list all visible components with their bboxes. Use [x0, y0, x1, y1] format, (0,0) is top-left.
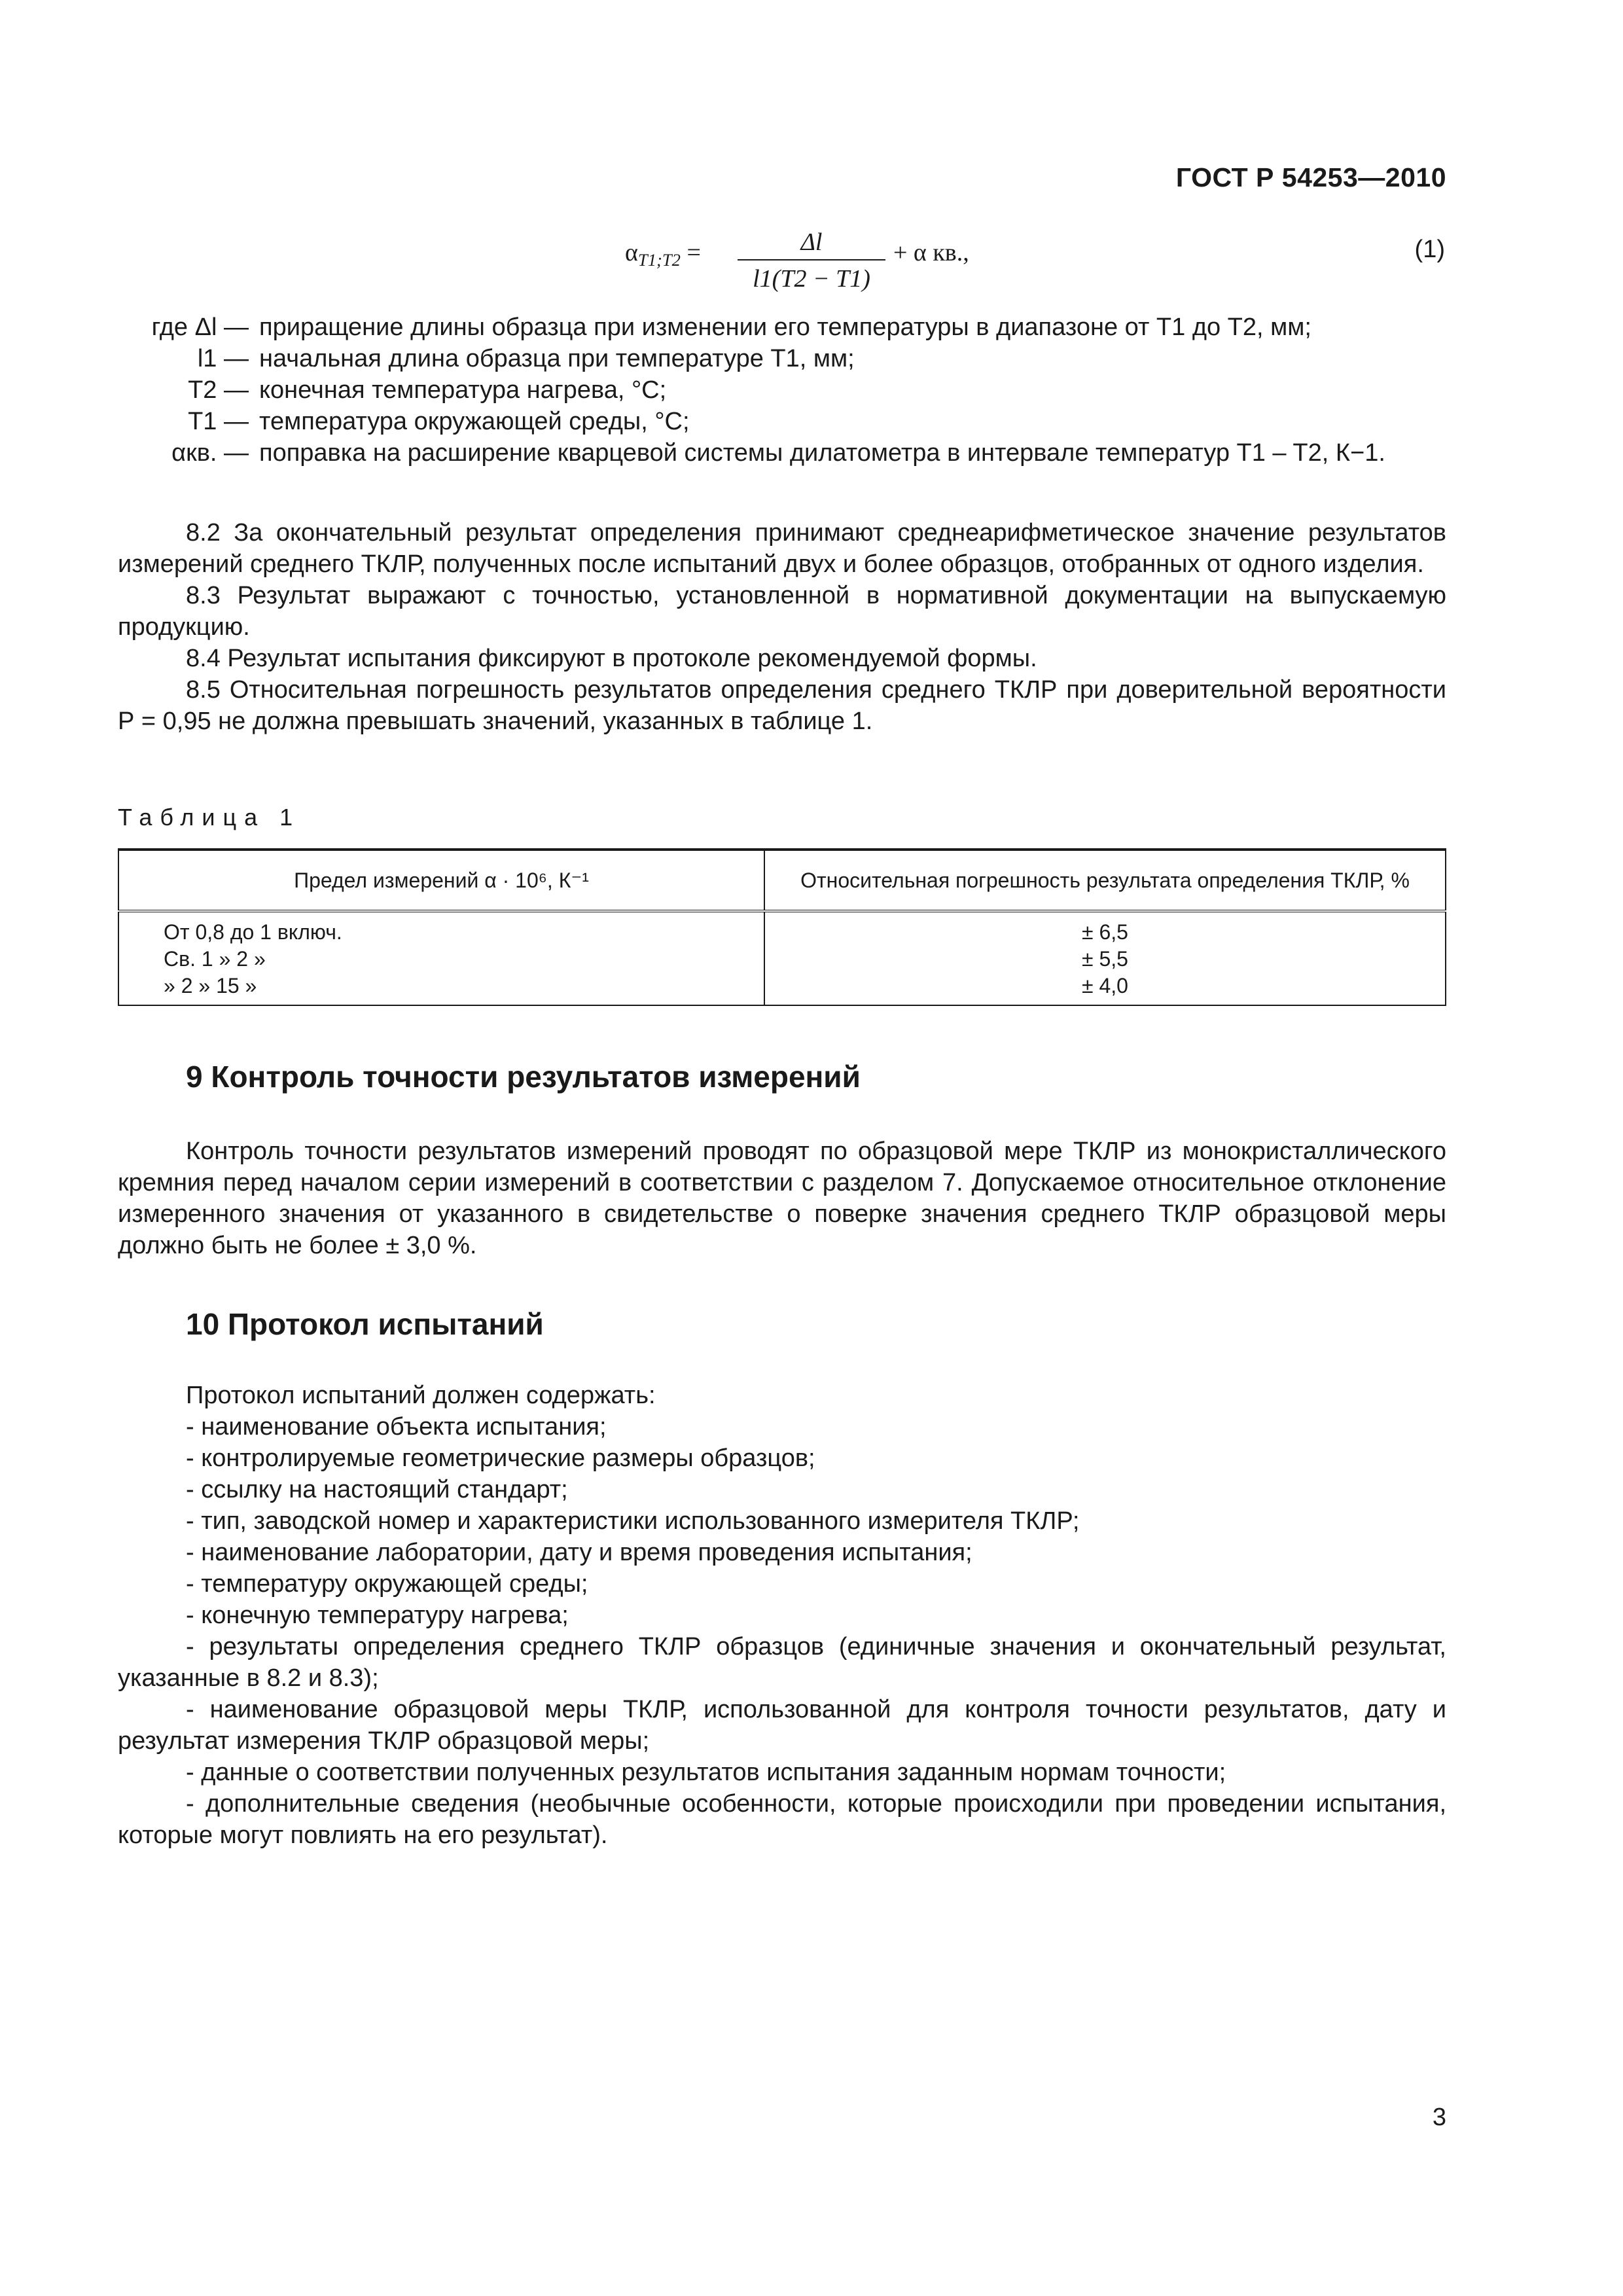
definition-symbol: αкв. —	[171, 439, 249, 467]
formula-denominator: l1(T2 − T1)	[753, 265, 870, 293]
table-header-row	[118, 850, 1446, 911]
section-10-body	[118, 1380, 1446, 1851]
list-item: - температуру окружающей среды;	[186, 1570, 588, 1598]
formula	[625, 228, 1083, 300]
definition-text: конечная температура нагрева, °С;	[259, 376, 667, 404]
definition-symbol: где Δl —	[151, 314, 249, 341]
table-cell-ranges	[118, 911, 764, 1005]
table-header-error: Относительная погрешность результата определения ТКЛР, %	[764, 850, 1446, 911]
section-9-body	[118, 1136, 1446, 1261]
accuracy-table	[118, 848, 1446, 1006]
document-id: ГОСТ Р 54253—2010	[1175, 162, 1446, 192]
definition-symbol: T2 —	[188, 376, 249, 404]
list-item: - наименование образцовой меры ТКЛР, использованной для контроля точности результатов, дату и результат измерения ТКЛР образцовой меры;	[118, 1696, 1446, 1755]
list-item: - тип, заводской номер и характеристики использованного измерителя ТКЛР;	[186, 1507, 1080, 1535]
formula-fraction	[738, 228, 885, 293]
list-item: - наименование объекта испытания;	[186, 1413, 607, 1441]
list-item: - ссылку на настоящий стандарт;	[186, 1476, 568, 1503]
paragraph-8-2: 8.2 За окончательный результат определения принимают среднеарифметическое значение результатов измерений среднего ТКЛР, полученных после испытаний двух и более образцов, отобранных от одного изделия.	[118, 519, 1446, 578]
list-item: - результаты определения среднего ТКЛР образцов (единичные значения и окончательный результат, указанные в 8.2 и 8.3);	[118, 1633, 1446, 1692]
list-item: - контролируемые геометрические размеры образцов;	[186, 1444, 815, 1472]
error-value: ± 6,5	[1082, 920, 1128, 944]
definition-item	[118, 406, 1446, 437]
range-value: От 0,8 до 1 включ.	[164, 920, 342, 944]
list-item: - дополнительные сведения (необычные особенности, которые происходили при проведении испытания, которые могут повлиять на его результат).	[118, 1790, 1446, 1849]
formula-lhs: $\alpha_{T1;T2}$ =	[625, 239, 701, 270]
range-value: Св. 1 » 2 »	[164, 947, 266, 971]
definition-symbol: T1 —	[188, 408, 249, 435]
definition-item	[118, 343, 1446, 374]
definitions-list	[118, 312, 1446, 469]
definition-text: температура окружающей среды, °С;	[259, 408, 690, 435]
definition-text: приращение длины образца при изменении его температуры в диапазоне от T1 до T2, мм;	[259, 314, 1311, 341]
definition-text: начальная длина образца при температуре T1, мм;	[259, 345, 855, 372]
table-cell-errors	[764, 911, 1446, 1005]
section-8-paragraphs	[118, 517, 1446, 737]
section-9-paragraph: Контроль точности результатов измерений проводят по образцовой мере ТКЛР из монокристаллического кремния перед началом серии измерений в соответствии с разделом 7. Допускаемое относительное отклонение измеренного значения от указанного в свидетельстве о поверке значения среднего ТКЛР образцовой меры должно быть не более ± 3,0 %.	[118, 1138, 1446, 1259]
table-caption: Таблица 1	[118, 804, 301, 831]
section-9-heading: 9 Контроль точности результатов измерений	[186, 1060, 861, 1094]
error-value: ± 4,0	[1082, 974, 1128, 997]
list-item: - данные о соответствии полученных результатов испытания заданным нормам точности;	[186, 1759, 1226, 1786]
definition-item	[118, 437, 1446, 469]
section-10-heading: 10 Протокол испытаний	[186, 1307, 544, 1341]
paragraph-8-5: 8.5 Относительная погрешность результатов определения среднего ТКЛР при доверительной вероятности Р = 0,95 не должна превышать значений, указанных в таблице 1.	[118, 676, 1446, 735]
formula-numerator: Δl	[800, 228, 823, 256]
list-item: - конечную температуру нагрева;	[186, 1602, 569, 1629]
table-header-range: Предел измерений α · 10⁶, К⁻¹	[118, 850, 764, 911]
table-row	[118, 911, 1446, 1005]
definition-item	[118, 312, 1446, 343]
formula-tail: + α кв.,	[893, 239, 969, 266]
definition-text: поправка на расширение кварцевой системы дилатометра в интервале температур T1 – T2, К−1.	[259, 439, 1385, 467]
formula-number: (1)	[1414, 236, 1445, 263]
section-10-intro: Протокол испытаний должен содержать:	[186, 1382, 656, 1409]
paragraph-8-4: 8.4 Результат испытания фиксируют в протоколе рекомендуемой формы.	[186, 645, 1037, 672]
range-value: » 2 » 15 »	[164, 974, 257, 997]
definition-symbol: l1 —	[197, 345, 249, 372]
paragraph-8-3: 8.3 Результат выражают с точностью, установленной в нормативной документации на выпускаемую продукцию.	[118, 582, 1446, 641]
definition-item	[118, 374, 1446, 406]
list-item: - наименование лаборатории, дату и время проведения испытания;	[186, 1539, 972, 1566]
error-value: ± 5,5	[1082, 947, 1128, 971]
fraction-bar	[738, 259, 885, 260]
page-number: 3	[1432, 2104, 1446, 2131]
